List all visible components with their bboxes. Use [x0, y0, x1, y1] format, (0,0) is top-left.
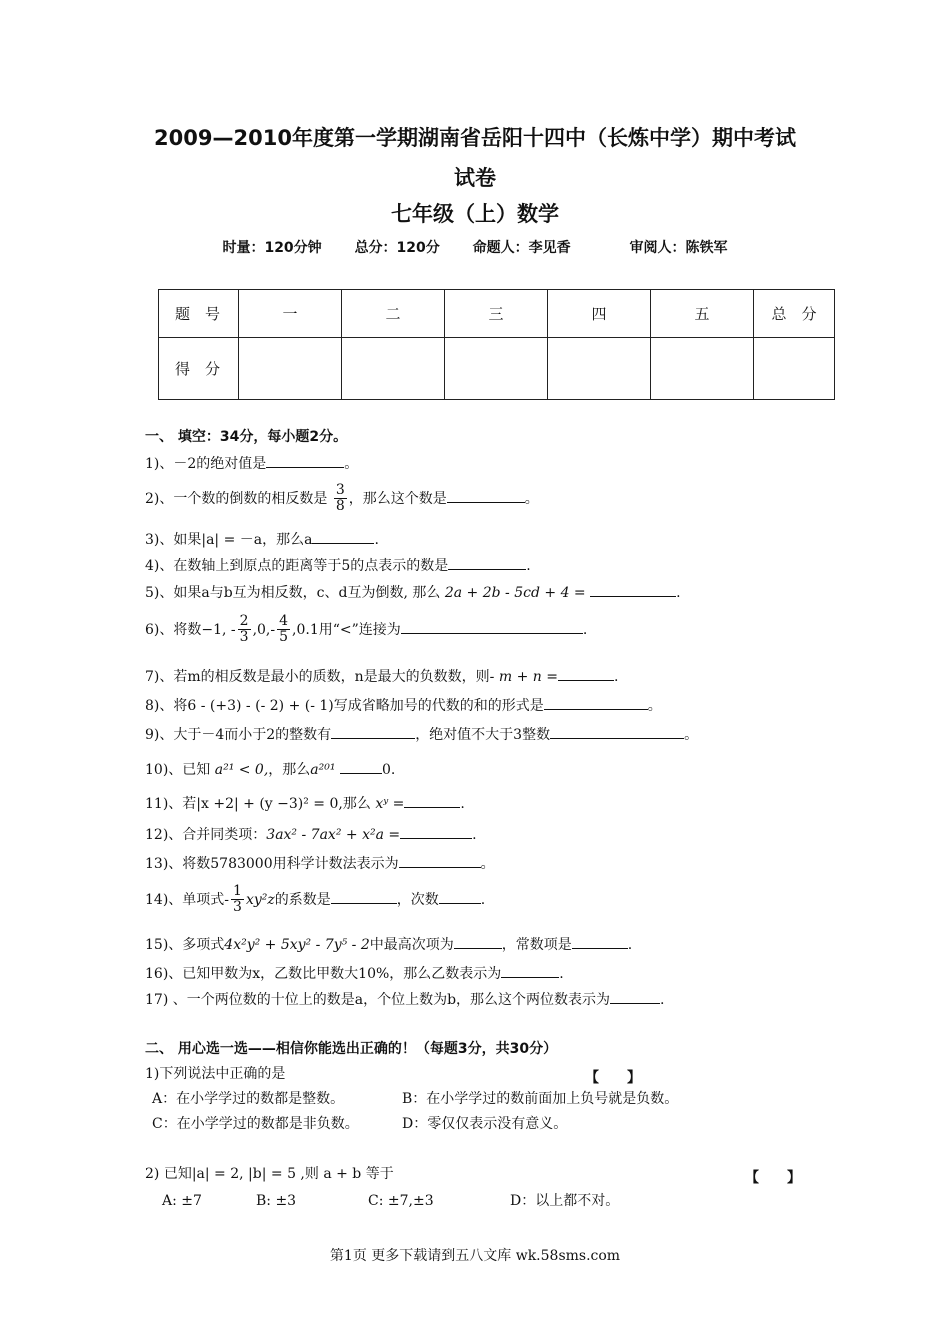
q8-expression: 6 - (+3) - (- 2) + (- 1) [187, 698, 334, 714]
score-table [158, 289, 835, 400]
mc1-option-d: D：零仅仅表示没有意义。 [402, 1116, 568, 1132]
exam-title-line1: 2009—2010年度第一学期湖南省岳阳十四中（长炼中学）期中考试 [154, 126, 796, 150]
q6-end: . [582, 621, 588, 638]
answer-blank[interactable] [590, 584, 676, 597]
q14-minus: - [224, 891, 230, 908]
question-17 [145, 991, 665, 1007]
mc-question-2: 2) 已知|a| = 2, |b| = 5 ,则 a + b 等于 [145, 1166, 394, 1182]
q11-text: 11)、若|x +2| + (y −3)² = 0,那么 [145, 796, 371, 812]
exam-title-line2: 试卷 [454, 166, 496, 190]
q15-mid2: ，常数项是 [501, 937, 572, 953]
q5-end: . [676, 585, 681, 601]
score-table-header-row [159, 290, 835, 338]
q12-end: . [472, 827, 477, 843]
mc1-option-a: A：在小学学过的数都是整数。 [152, 1091, 345, 1107]
exam-total: 总分：120分 [354, 240, 440, 256]
q10-expression: a²¹ < 0, [214, 762, 269, 778]
q14-expression: xy²z [245, 891, 275, 908]
question-5 [145, 584, 681, 600]
frac-num: 3 [335, 482, 345, 498]
mc1-option-b: B：在小学学过的数前面加上负号就是负数。 [402, 1091, 679, 1107]
question-9 [145, 726, 698, 742]
exam-subtitle: 七年级（上）数学 [391, 202, 559, 226]
question-15 [145, 936, 632, 952]
score-cell[interactable] [445, 338, 548, 400]
score-cell[interactable] [239, 338, 342, 400]
mc1-option-c: C：在小学学过的数都是非负数。 [152, 1116, 359, 1132]
question-11 [145, 795, 465, 811]
mc2-option-b: B: ±3 [256, 1193, 297, 1209]
answer-blank[interactable] [447, 490, 525, 503]
q9-text: 9)、大于－4而小于2的整数有 [145, 727, 332, 743]
q11-end: . [460, 796, 465, 812]
exam-time: 时量：120分钟 [222, 240, 322, 256]
q17-text: 17) 、一个两位数的十位上的数是a，个位上数为b，那么这个两位数表示为 [145, 992, 611, 1008]
score-cell[interactable] [548, 338, 651, 400]
answer-blank[interactable] [544, 697, 648, 710]
exam-reviewer: 审阅人：陈铁军 [629, 240, 728, 256]
answer-blank[interactable] [454, 936, 502, 949]
q16-end: . [559, 966, 564, 982]
score-header-label: 题 号 [159, 290, 239, 338]
answer-blank[interactable] [399, 855, 481, 868]
q6-minus: - [230, 621, 236, 638]
q17-end: . [660, 992, 665, 1008]
q4-end: . [526, 558, 531, 574]
frac-den: 8 [335, 498, 345, 515]
q8-text: 8)、将 [145, 698, 188, 714]
q11-expression: xʸ = [375, 796, 405, 812]
score-header-1: 一 [239, 290, 342, 338]
answer-blank[interactable] [400, 826, 472, 839]
answer-blank[interactable] [501, 965, 559, 978]
q1-end: 。 [344, 456, 359, 472]
q6-text: 6)、将数−1, [145, 621, 227, 638]
question-12 [145, 826, 477, 842]
section2-heading: 二、 用心选一选——相信你能选出正确的！（每题3分，共30分） [145, 1041, 558, 1057]
question-7 [145, 668, 618, 684]
frac-num: 4 [279, 613, 289, 629]
score-header-3: 三 [445, 290, 548, 338]
question-2 [145, 483, 539, 515]
answer-blank[interactable] [331, 726, 415, 739]
score-header-2: 二 [342, 290, 445, 338]
q8-end: 。 [647, 698, 662, 714]
q4-text: 4)、在数轴上到原点的距离等于5的点表示的数是 [145, 558, 449, 574]
q10-text: 10)、已知 [145, 762, 211, 778]
score-header-4: 四 [548, 290, 651, 338]
answer-blank[interactable] [558, 668, 614, 681]
q13-end: 。 [480, 856, 495, 872]
answer-bracket[interactable]: 【 】 [745, 1170, 801, 1186]
answer-blank[interactable] [266, 455, 344, 468]
exam-author: 命题人：李见香 [472, 240, 571, 256]
frac-den: 3 [233, 899, 242, 916]
score-cell[interactable] [754, 338, 835, 400]
q3-text: 3)、如果|a| = －a，那么a [145, 532, 313, 548]
frac-den: 5 [279, 629, 289, 646]
question-1 [145, 455, 358, 471]
q15-expression: 4x²y² + 5xy² - 7y⁵ - 2 [224, 937, 370, 953]
fraction-3-8 [334, 483, 347, 515]
question-6 [145, 614, 587, 646]
mc2-option-c: C: ±7,±3 [368, 1193, 434, 1209]
q14-mid2: ，次数 [396, 891, 439, 908]
q9-mid: ，绝对值不大于3整数 [415, 727, 551, 743]
question-10 [145, 761, 395, 777]
score-header-5: 五 [651, 290, 754, 338]
q14-end: . [480, 891, 486, 908]
exam-meta [0, 237, 950, 257]
q14-text: 14)、单项式 [145, 891, 225, 908]
frac-num: 2 [239, 613, 249, 629]
answer-blank[interactable] [401, 621, 583, 634]
section1-heading: 一、 填空：34分，每小题2分。 [145, 429, 348, 445]
fraction-4-5 [277, 614, 290, 646]
answer-blank[interactable] [331, 891, 397, 904]
answer-blank[interactable] [340, 761, 382, 774]
q7-end: . [613, 669, 619, 685]
q15-text: 15)、多项式 [145, 937, 225, 953]
q2-mid: ，那么这个数是 [348, 490, 447, 507]
answer-bracket[interactable]: 【 】 [585, 1070, 641, 1086]
q9-end: 。 [684, 727, 699, 743]
q8-tail: 写成省略加号的代数的和的形式是 [333, 698, 544, 714]
q15-end: . [627, 937, 633, 953]
q2-text: 2)、一个数的倒数的相反数是 [145, 490, 328, 507]
answer-blank[interactable] [572, 936, 628, 949]
q12-expression: 3ax² - 7ax² + x²a = [266, 827, 401, 843]
q7-text: 7)、若m的相反数是最小的质数，n是最大的负数数，则 [145, 669, 490, 685]
mc-question-1: 1)下列说法中正确的是 [145, 1066, 286, 1082]
score-cell[interactable] [342, 338, 445, 400]
q7-expression: - m + n = [489, 669, 558, 685]
q6-tail: ,0.1用“<”连接为 [292, 621, 401, 638]
q5-expression: 2a + 2b - 5cd + 4 = [444, 585, 586, 601]
score-row-label: 得 分 [159, 338, 239, 400]
question-4 [145, 557, 531, 573]
q5-text: 5)、如果a与b互为相反数，c、d互为倒数, 那么 [145, 585, 441, 601]
question-3 [145, 531, 379, 547]
mc2-option-a: A: ±7 [162, 1193, 202, 1209]
q10-end: 0. [381, 762, 396, 778]
q10-mid: ，那么 [268, 762, 311, 778]
q15-mid: 中最高次项为 [369, 937, 454, 953]
answer-blank[interactable] [550, 726, 684, 739]
q1-text: 1)、－2的绝对值是 [145, 456, 267, 472]
frac-den: 3 [239, 629, 249, 646]
answer-blank[interactable] [448, 557, 526, 570]
question-14 [145, 884, 485, 916]
fraction-1-3 [231, 884, 244, 916]
q2-end: 。 [524, 490, 539, 507]
frac-num: 1 [233, 883, 242, 899]
answer-blank[interactable] [404, 795, 460, 808]
answer-blank[interactable] [312, 531, 374, 544]
q13-text: 13)、将数5783000用科学计数法表示为 [145, 856, 399, 872]
q10-expression2: a²⁰¹ [310, 762, 336, 778]
q16-text: 16)、已知甲数为x，乙数比甲数大10%，那么乙数表示为 [145, 966, 502, 982]
q3-end: . [374, 532, 379, 548]
q14-mid: 的系数是 [274, 891, 331, 908]
answer-blank[interactable] [610, 991, 660, 1004]
fraction-2-3 [238, 614, 251, 646]
score-cell[interactable] [651, 338, 754, 400]
question-8 [145, 697, 662, 713]
score-table-score-row [159, 338, 835, 400]
q12-text: 12)、合并同类项： [145, 827, 267, 843]
question-16 [145, 965, 564, 981]
answer-blank[interactable] [439, 891, 481, 904]
question-13 [145, 855, 495, 871]
score-header-total: 总 分 [754, 290, 835, 338]
mc2-option-d: D：以上都不对。 [510, 1193, 620, 1209]
q6-mid: ,0,- [252, 621, 276, 638]
page-footer: 第1页 更多下载请到五八文库 wk.58sms.com [329, 1248, 621, 1264]
